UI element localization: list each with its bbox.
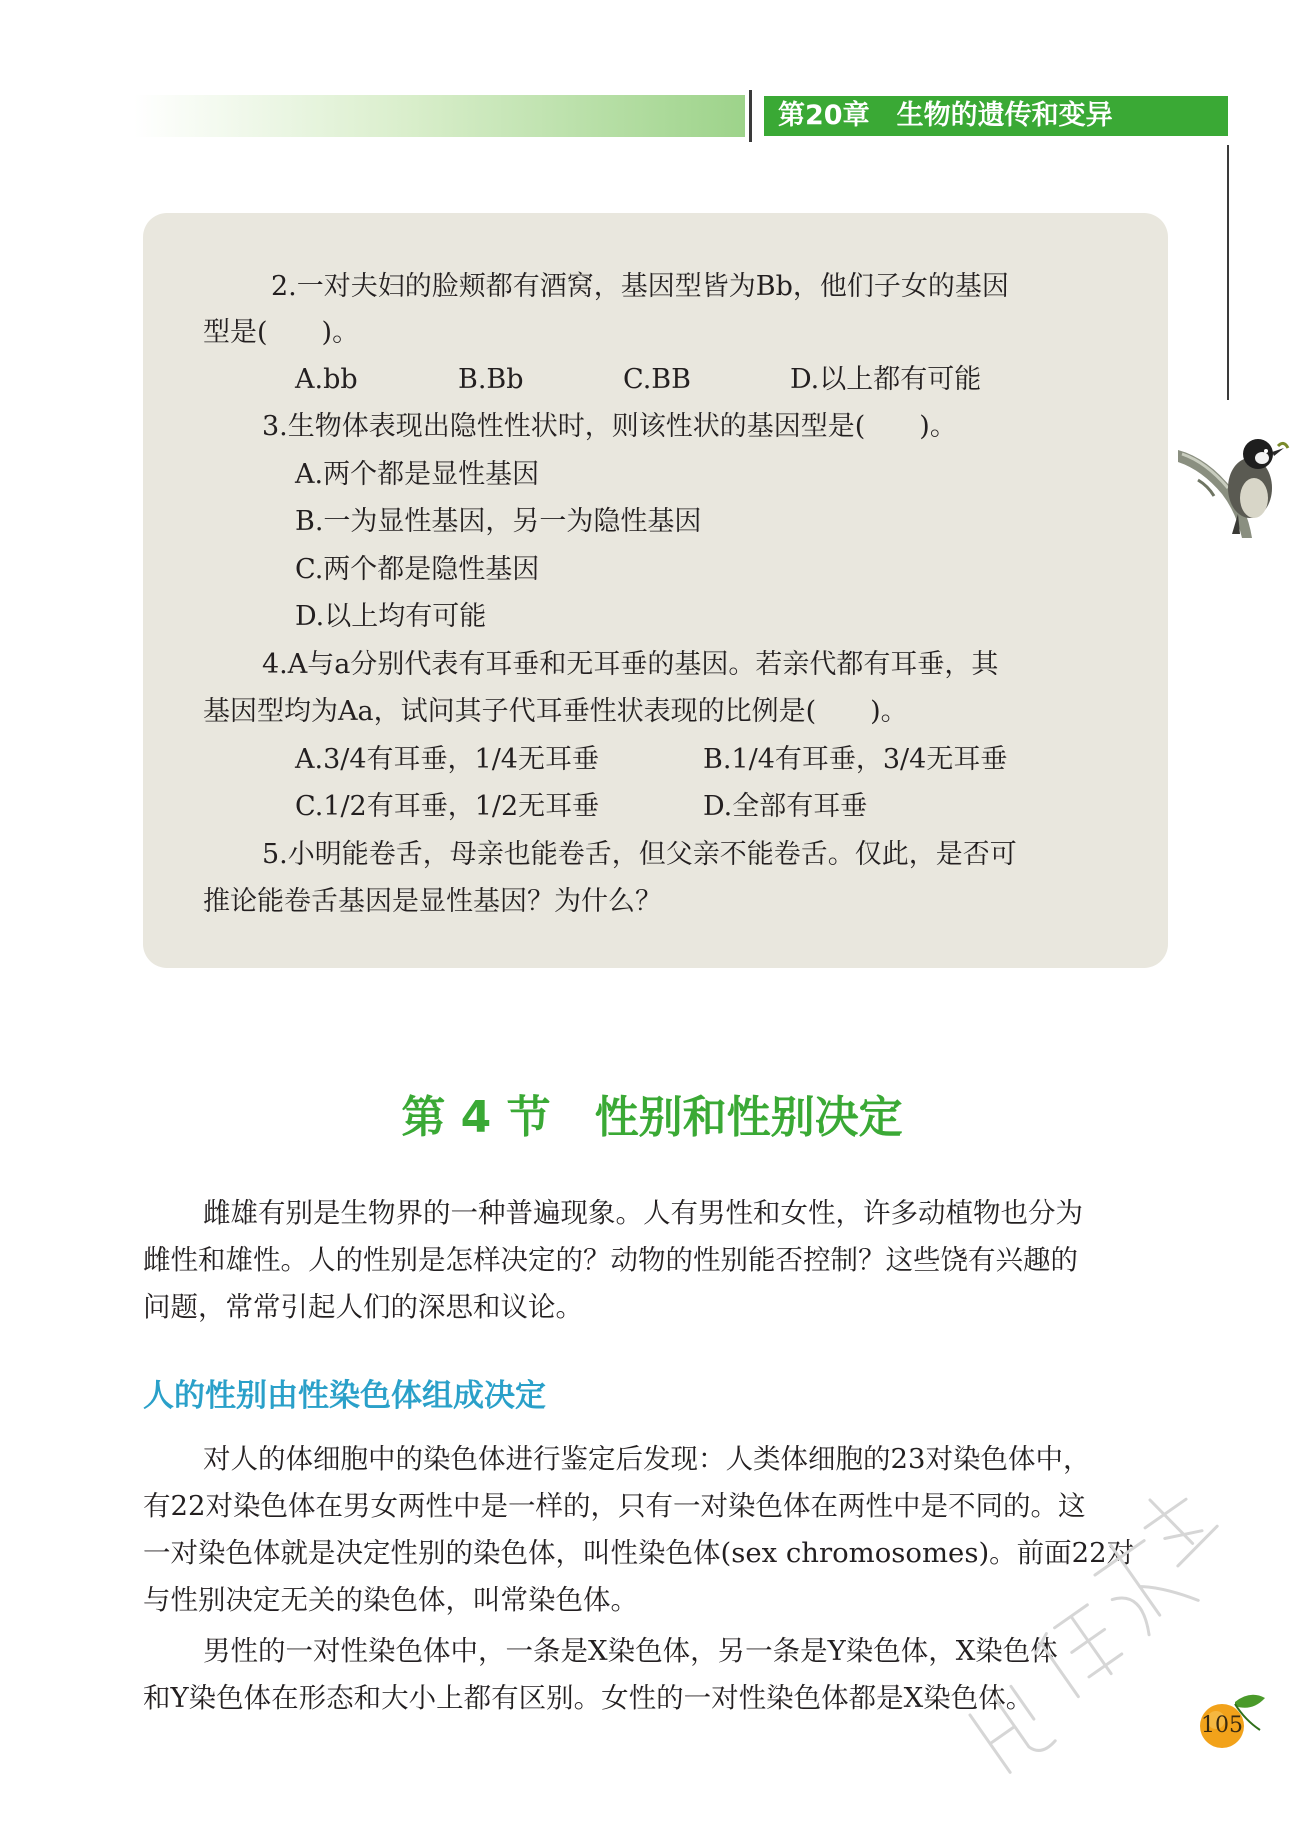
q2-option-b: B.Bb <box>458 364 524 395</box>
q4-option-c: C.1/2有耳垂，1/2无耳垂 <box>295 791 600 822</box>
q2-line2: 型是( )。 <box>203 317 360 348</box>
chapter-header: 第20章 生物的遗传和变异 <box>764 96 1228 136</box>
q3-option-b: B.一为显性基因，另一为隐性基因 <box>295 506 702 537</box>
q4-line1: 4.A与a分别代表有耳垂和无耳垂的基因。若亲代都有耳垂，其 <box>262 649 999 680</box>
q4-option-d: D.全部有耳垂 <box>703 791 868 822</box>
q4-option-a: A.3/4有耳垂，1/4无耳垂 <box>295 744 599 775</box>
q3-option-a: A.两个都是显性基因 <box>295 459 540 490</box>
margin-rule <box>1227 145 1229 400</box>
q4-option-b: B.1/4有耳垂，3/4无耳垂 <box>703 744 1008 775</box>
para1-line-3: 一对染色体就是决定性别的染色体，叫性染色体(sex chromosomes)。前面22对 <box>143 1537 1135 1569</box>
bird-illustration <box>1178 420 1304 538</box>
q2-option-d: D.以上都有可能 <box>790 364 982 395</box>
q4-line2: 基因型均为Aa，试问其子代耳垂性状表现的比例是( )。 <box>203 696 908 727</box>
q5-line1: 5.小明能卷舌，母亲也能卷舌，但父亲不能卷舌。仅此，是否可 <box>262 839 1017 870</box>
page-number: 105 <box>1201 1713 1243 1738</box>
q2-line1: 2.一对夫妇的脸颊都有酒窝，基因型皆为Bb，他们子女的基因 <box>271 271 1009 302</box>
intro-line-1: 雌雄有别是生物界的一种普遍现象。人有男性和女性，许多动植物也分为 <box>203 1197 1083 1229</box>
para1-line-2: 有22对染色体在男女两性中是一样的，只有一对染色体在两性中是不同的。这 <box>143 1490 1086 1522</box>
intro-line-2: 雌性和雄性。人的性别是怎样决定的？动物的性别能否控制？这些饶有兴趣的 <box>143 1244 1078 1276</box>
q3-line1: 3.生物体表现出隐性性状时，则该性状的基因型是( )。 <box>262 411 957 442</box>
q2-option-a: A.bb <box>295 364 358 395</box>
para2-line-1: 男性的一对性染色体中，一条是X染色体，另一条是Y染色体，X染色体 <box>203 1635 1058 1667</box>
q3-option-d: D.以上均有可能 <box>295 601 487 632</box>
header-divider <box>749 90 752 142</box>
q3-option-c: C.两个都是隐性基因 <box>295 554 540 585</box>
intro-line-3: 问题，常常引起人们的深思和议论。 <box>143 1291 583 1323</box>
section-title: 第 4 节 性别和性别决定 <box>401 1092 903 1143</box>
para1-line-4: 与性别决定无关的染色体，叫常染色体。 <box>143 1584 638 1616</box>
q2-option-c: C.BB <box>623 364 691 395</box>
q5-line2: 推论能卷舌基因是显性基因？为什么？ <box>203 886 662 917</box>
para2-line-2: 和Y染色体在形态和大小上都有区别。女性的一对性染色体都是X染色体。 <box>143 1682 1034 1714</box>
header-gradient-band <box>0 95 745 137</box>
publisher-watermark <box>920 1460 1300 1840</box>
subheading: 人的性别由性染色体组成决定 <box>143 1378 546 1414</box>
para1-line-1: 对人的体细胞中的染色体进行鉴定后发现：人类体细胞的23对染色体中， <box>203 1443 1091 1475</box>
